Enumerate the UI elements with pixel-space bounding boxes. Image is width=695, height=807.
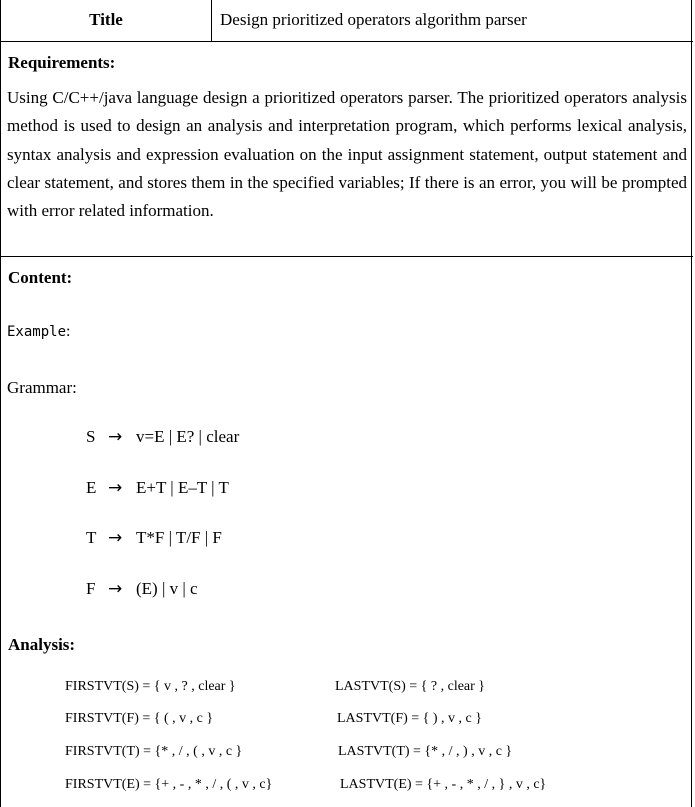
firstvt-s: FIRSTVT(S) = { v , ? , clear } [65, 679, 236, 694]
example-colon: : [66, 323, 71, 340]
firstvt-t: FIRSTVT(T) = {* , / , ( , v , c } [65, 744, 243, 759]
firstvt-f: FIRSTVT(F) = { ( , v , c } [65, 711, 214, 726]
lastvt-t: LASTVT(T) = {* , / , ) , v , c } [338, 744, 513, 759]
grammar-rule [86, 427, 239, 447]
arrow-icon: → [108, 478, 123, 498]
title-label: Title [1, 0, 212, 41]
rule-rhs: v=E | E? | clear [136, 427, 240, 446]
grammar-rule [86, 478, 229, 498]
rule-rhs: T*F | T/F | F [136, 528, 222, 547]
rule-lhs: S [86, 427, 96, 446]
rule-lhs: T [86, 528, 97, 547]
rule-rhs: E+T | E–T | T [136, 478, 229, 497]
requirements-heading: Requirements: [8, 53, 116, 72]
arrow-icon: → [108, 427, 123, 447]
content-section [1, 257, 693, 807]
lastvt-f: LASTVT(F) = { ) , v , c } [337, 711, 482, 726]
example-label [7, 323, 70, 341]
rule-rhs: (E) | v | c [136, 579, 198, 598]
requirements-text: Using C/C++/java language design a prioritized operators parser. The prioritized operators analysis method is used to design an analysis and interpretation program, which performs lexical analysis, syntax analysis and expression evaluation on the input assignment statement, output statement and clear statement, and stores them in the specified variables; If there is an error, you will be prompted with error related information. [7, 88, 687, 221]
title-row [1, 0, 693, 42]
firstvt-e: FIRSTVT(E) = {+ , - , * , / , ( , v , c} [65, 777, 273, 792]
lastvt-s: LASTVT(S) = { ? , clear } [335, 679, 486, 694]
title-value: Design prioritized operators algorithm parser [220, 10, 527, 29]
grammar-label: Grammar: [7, 378, 77, 397]
rule-lhs: E [86, 478, 97, 497]
example-label-text: Example [7, 324, 67, 340]
requirements-section [1, 42, 693, 257]
arrow-icon: → [108, 579, 123, 599]
grammar-rule [86, 528, 222, 548]
lastvt-e: LASTVT(E) = {+ , - , * , / , } , v , c} [340, 777, 547, 792]
content-heading: Content: [8, 268, 73, 287]
rule-lhs: F [86, 579, 96, 598]
arrow-icon: → [108, 528, 123, 548]
analysis-heading: Analysis: [8, 635, 76, 654]
grammar-rule [86, 579, 198, 599]
